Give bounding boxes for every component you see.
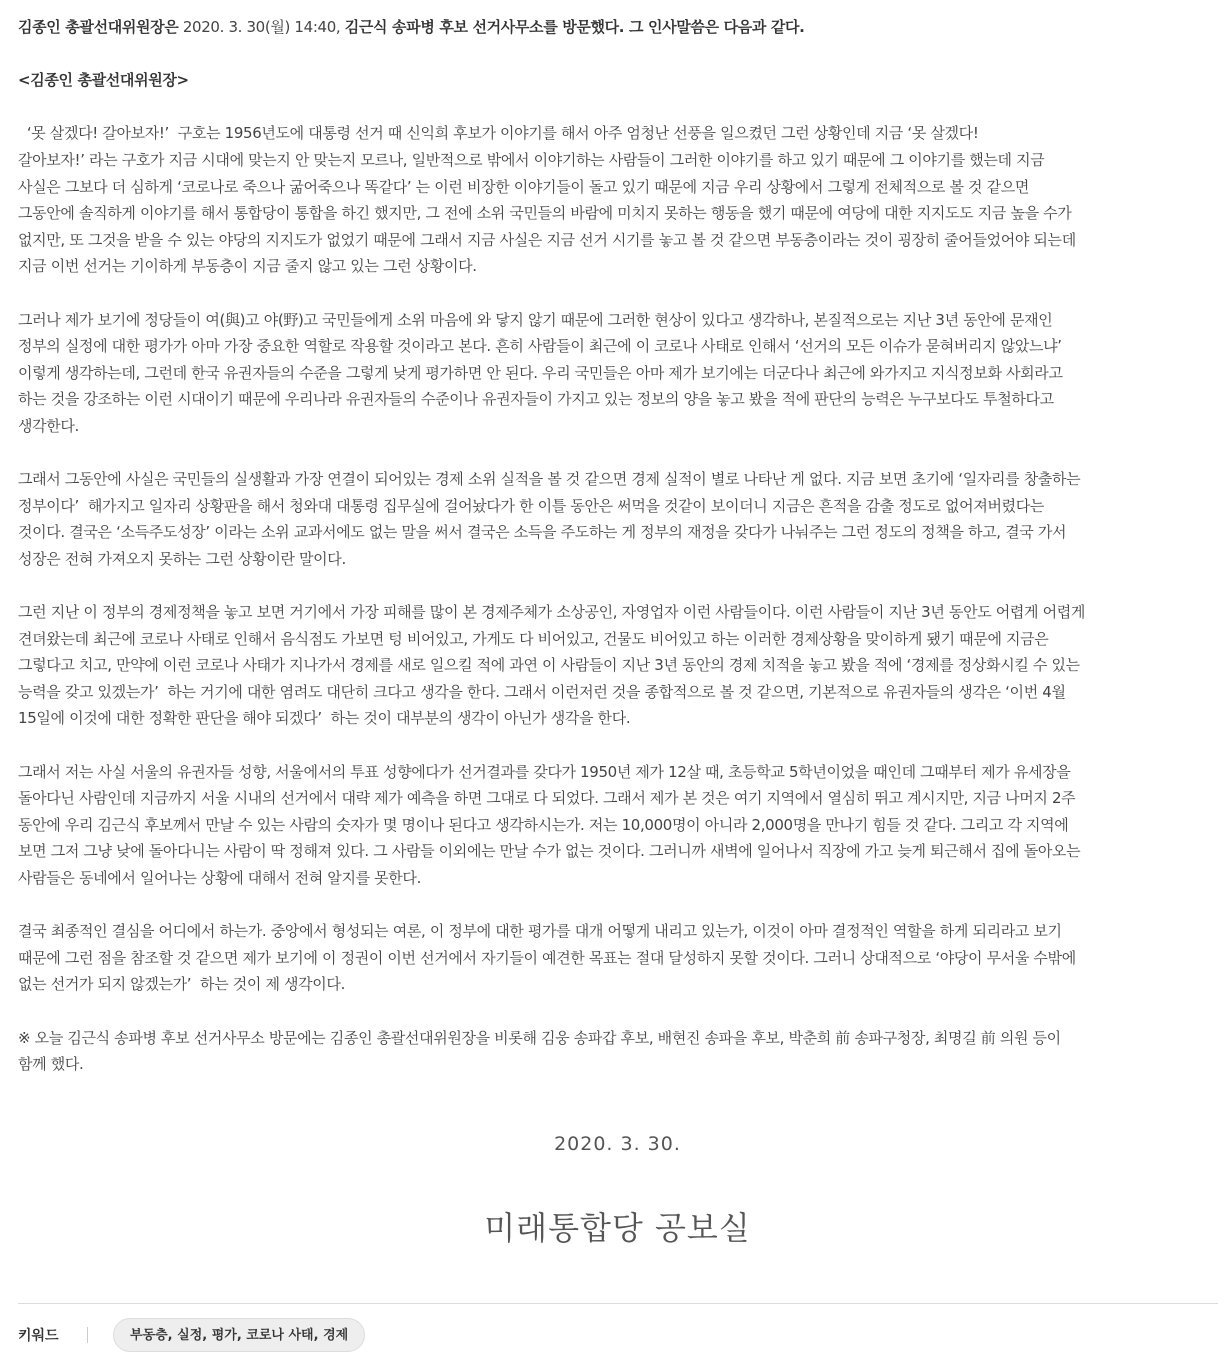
intro-datetime: 2020. 3. 30(월) 14:40, xyxy=(178,18,345,36)
article-body xyxy=(18,14,1216,1078)
paragraph-line: 하는 것을 강조하는 이런 시대이기 때문에 우리나라 유권자들의 수준이나 유권자들이 가지고 있는 정보의 양을 놓고 봤을 적에 판단의 능력은 누구보다도 투철하다고 xyxy=(18,390,1054,409)
paragraph-line: 동안에 우리 김근식 후보께서 만날 수 있는 사람의 숫자가 몇 명이나 된다고 생각하시는가. 저는 10,000명이 아니라 2,000명을 만나기 힘들 것 같다. 그리고 각 지역에 xyxy=(18,815,1069,834)
intro-speaker: 김종인 총괄선대위원장은 xyxy=(18,18,179,36)
paragraph-line: 때문에 그런 점을 참조할 것 같으면 제가 보기에 이 정권이 이번 선거에서 자기들이 예견한 목표는 절대 달성하지 못할 것이다. 그러니 상대적으로 ‘야당이 무서울 수밖에 xyxy=(18,948,1076,967)
paragraph-line: 능력을 갖고 있겠는가’ 하는 거기에 대한 염려도 대단히 크다고 생각을 한다. 그래서 이런저런 것을 종합적으로 볼 것 같으면, 기본적으로 유권자들의 생각은 ‘이번 4월 xyxy=(18,682,1066,701)
paragraph-line: 성장은 전혀 가져오지 못하는 그런 상황이란 말이다. xyxy=(18,549,346,568)
speaker-heading: <김종인 총괄선대위원장> xyxy=(18,71,189,90)
press-date: 2020. 3. 30. xyxy=(554,1133,681,1155)
paragraph-line: ※ 오늘 김근식 송파병 후보 선거사무소 방문에는 김종인 총괄선대위원장을 비롯해 김웅 송파갑 후보, 배현진 송파을 후보, 박춘희 前 송파구청장, 최명길 前 의원 등이 xyxy=(18,1028,1061,1047)
paragraph-line: 정부이다’ 해가지고 일자리 상황판을 해서 청와대 대통령 집무실에 걸어놨다가 한 이틀 동안은 써먹을 것같이 보이더니 지금은 흔적을 감출 정도로 없어져버렸다는 xyxy=(18,496,1045,515)
paragraph-line: 그렇다고 치고, 만약에 이런 코로나 사태가 지나가서 경제를 새로 일으킬 적에 과연 이 사람들이 지난 3년 동안의 경제 치적을 놓고 봤을 적에 ‘경제를 정상화시킬 수 있는 xyxy=(18,656,1080,675)
paragraph-line: 견뎌왔는데 최근에 코로나 사태로 인해서 음식점도 가보면 텅 비어있고, 가게도 다 비어있고, 건물도 비어있고 하는 이러한 경제상황을 맞이하게 됐기 때문에 지금은 xyxy=(18,629,1049,648)
paragraph-line: 그래서 저는 사실 서울의 유권자들 성향, 서울에서의 투표 성향에다가 선거결과를 갖다가 1950년 제가 12살 때, 초등학교 5학년이었을 때인데 그때부터 제가 유세장을 xyxy=(18,762,1071,781)
paragraph-line: 갈아보자!’ 라는 구호가 지금 시대에 맞는지 안 맞는지 모르나, 일반적으로 밖에서 이야기하는 사람들이 그러한 이야기를 하고 있기 때문에 그 이야기를 했는데 지금 xyxy=(18,150,1045,169)
paragraph-line: 없지만, 또 그것을 받을 수 있는 야당의 지지도가 없었기 때문에 그래서 지금 사실은 지금 선거 시기를 놓고 볼 것 같으면 부동층이라는 것이 굉장히 줄어들었어야 되는데 xyxy=(18,230,1076,249)
paragraph-line: 그동안에 솔직하게 이야기를 해서 통합당이 통합을 하긴 했지만, 그 전에 소위 국민들의 바람에 미치지 못하는 행동을 했기 때문에 여당에 대한 지지도도 지금 높을 수가 xyxy=(18,204,1072,223)
keyword-divider xyxy=(18,1303,1218,1304)
speech-paragraphs xyxy=(18,120,1216,1077)
keyword-separator xyxy=(87,1327,88,1343)
paragraph-line: 함께 했다. xyxy=(18,1055,84,1074)
paragraph-line: 돌아다닌 사람인데 지금까지 서울 시내의 선거에서 대략 제가 예측을 하면 그대로 다 되었다. 그래서 제가 본 것은 여기 지역에서 열심히 뛰고 계시지만, 지금 나머지 2주 xyxy=(18,789,1076,808)
paragraph-line: 보면 그저 그냥 낮에 돌아다니는 사람이 딱 정해져 있다. 그 사람들 이외에는 만날 수가 없는 것이다. 그러니까 새벽에 일어나서 직장에 가고 늦게 퇴근해서 집에 돌아오는 xyxy=(18,842,1081,861)
intro-line xyxy=(18,14,1216,41)
press-office: 미래통합당 공보실 xyxy=(484,1209,751,1247)
paragraph-line: 이렇게 생각하는데, 그런데 한국 유권자들의 수준을 그렇게 낮게 평가하면 안 된다. 우리 국민들은 아마 제가 보기에는 더군다나 최근에 와가지고 지식정보화 사회라고 xyxy=(18,363,1063,382)
paragraph-line: 그러나 제가 보기에 정당들이 여(與)고 야(野)고 국민들에게 소위 마음에 와 닿지 않기 때문에 그러한 현상이 있다고 생각하나, 본질적으로는 지난 3년 동안에 문재인 xyxy=(18,310,1053,329)
paragraph-line: 없는 선거가 되지 않겠는가’ 하는 것이 제 생각이다. xyxy=(18,975,345,994)
paragraph-line: 그런 지난 이 정부의 경제정책을 놓고 보면 거기에서 가장 피해를 많이 본 경제주체가 소상공인, 자영업자 이런 사람들이다. 이런 사람들이 지난 3년 동안도 어렵게 어렵게 xyxy=(18,603,1086,622)
paragraph-line: 정부의 실정에 대한 평가가 아마 가장 중요한 역할로 작용할 것이라고 본다. 흔히 사람들이 최근에 이 코로나 사태로 인해서 ‘선거의 모든 이슈가 묻혀버리지 않았느냐’ xyxy=(18,337,1062,356)
keyword-label: 키워드 xyxy=(18,1328,59,1344)
paragraph-line: 사람들은 동네에서 일어나는 상황에 대해서 전혀 알지를 못한다. xyxy=(18,869,421,887)
keyword-chip[interactable]: 부동층, 실정, 평가, 코로나 사태, 경제 xyxy=(113,1318,365,1352)
paragraph-line: 지금 이번 선거는 기이하게 부동층이 지금 줄지 않고 있는 그런 상황이다. xyxy=(18,257,477,276)
paragraph-line: 15일에 이것에 대한 정확한 판단을 해야 되겠다’ 하는 것이 대부분의 생각이 아닌가 생각을 한다. xyxy=(18,709,631,728)
paragraph-line: 사실은 그보다 더 심하게 ‘코로나로 죽으나 굶어죽으나 똑같다’ 는 이런 비장한 이야기들이 돌고 있기 때문에 지금 우리 상황에서 그렇게 전체적으로 볼 것 같으면 xyxy=(18,177,1030,196)
paragraph-line: 생각한다. xyxy=(18,416,79,435)
paragraph-line: 그래서 그동안에 사실은 국민들의 실생활과 가장 연결이 되어있는 경제 소위 실적을 볼 것 같으면 경제 실적이 별로 나타난 게 없다. 지금 보면 초기에 ‘일자리를 창출하는 xyxy=(18,470,1081,489)
paragraph-line: ‘못 살겠다! 갈아보자!’ 구호는 1956년도에 대통령 선거 때 신익희 후보가 이야기를 해서 아주 엄청난 선풍을 일으켰던 그런 상황인데 지금 ‘못 살겠다! xyxy=(18,124,979,143)
intro-event: 김근식 송파병 후보 선거사무소를 방문했다. 그 인사말씀은 다음과 같다. xyxy=(344,18,805,36)
paragraph-line: 결국 최종적인 결심을 어디에서 하는가. 중앙에서 형성되는 여론, 이 정부에 대한 평가를 대개 어떻게 내리고 있는가, 이것이 아마 결정적인 역할을 하게 되리라고 보기 xyxy=(18,922,1062,941)
paragraph-line: 것이다. 결국은 ‘소득주도성장’ 이라는 소위 교과서에도 없는 말을 써서 결국은 소득을 주도하는 게 정부의 재정을 갖다가 나눠주는 그런 정도의 정책을 하고, 결국 가서 xyxy=(18,523,1067,542)
